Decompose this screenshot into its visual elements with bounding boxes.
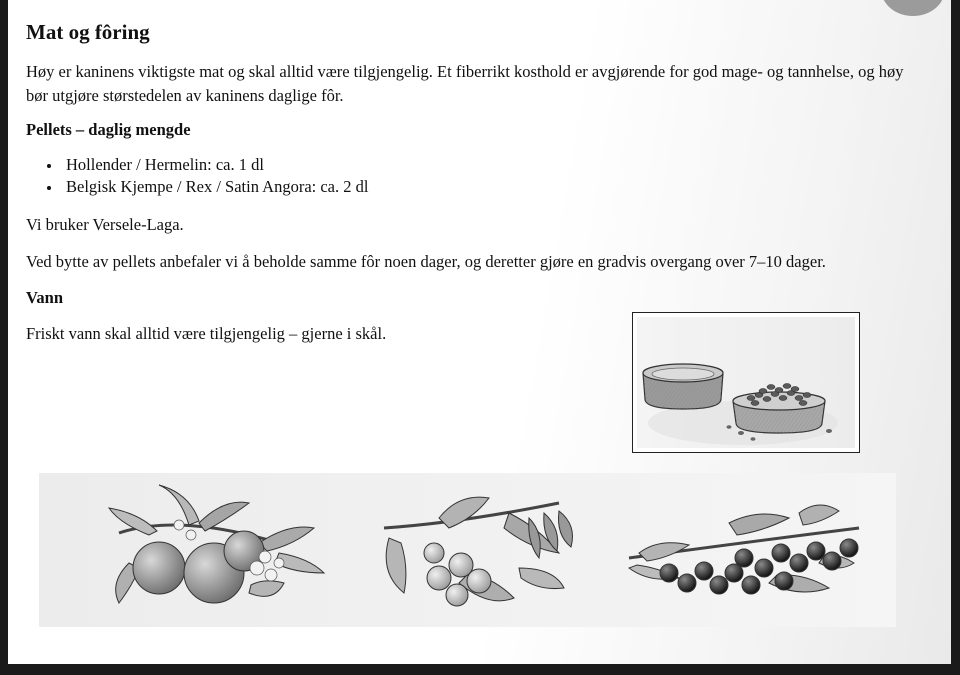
- bowls-illustration-frame: [632, 312, 860, 453]
- page-title: Mat og fôring: [26, 20, 150, 44]
- water-bowl-icon: [643, 364, 723, 409]
- mulberry-branch-icon: [384, 497, 573, 606]
- intro-paragraph: Høy er kaninens viktigste mat og skal alltid være tilgjengelig. Et fiberrikt kosthold er avgjørende for god mage- og tannhelse, og høy bør utgjøre størstedelen av kaninens daglige fôr.: [26, 62, 904, 105]
- pellets-heading: Pellets – daglig mengde: [26, 120, 191, 139]
- apple-branch-icon: [109, 485, 324, 603]
- corner-overlay: [881, 0, 945, 16]
- list-item: Hollender / Hermelin: ca. 1 dl: [26, 154, 368, 176]
- pellets-list: [26, 154, 368, 198]
- water-heading: Vann: [26, 288, 64, 307]
- cherry-branch-icon: [629, 505, 859, 594]
- water-paragraph: Friskt vann skal alltid være tilgjengelig – gjerne i skål.: [26, 324, 387, 343]
- fruit-branches-illustration: [39, 473, 896, 627]
- switch-note: Ved bytte av pellets anbefaler vi å beholde samme fôr noen dager, og deretter gjøre en gradvis overgang over 7–10 dager.: [26, 252, 826, 271]
- brand-note: Vi bruker Versele-Laga.: [26, 215, 184, 234]
- bowls-illustration: [633, 313, 859, 452]
- document-page: [8, 0, 951, 664]
- list-item: Belgisk Kjempe / Rex / Satin Angora: ca. 2 dl: [26, 176, 368, 198]
